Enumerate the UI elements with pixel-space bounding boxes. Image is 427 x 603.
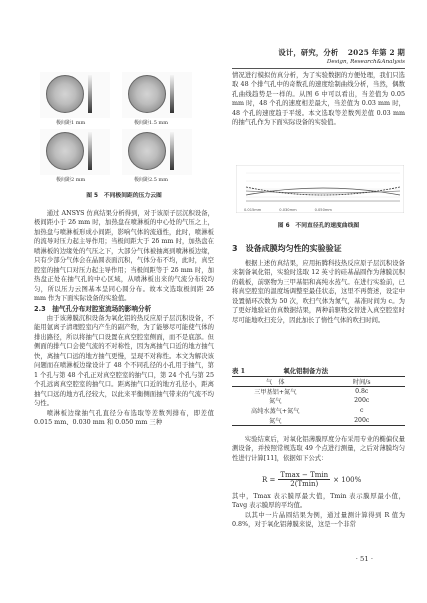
pressure-contour-image [46, 132, 84, 170]
pressure-panel-1 [40, 72, 110, 118]
paragraph: 情况进行模拟仿真分析，为了实验数据的方便处理，我们只选取 48 个排气孔中的奇数孔的速度绘制曲线分析，当然，偶数孔曲线趋势是一样的。从图 6 中可以看出，当差值为 0.05 mm 时，48 个孔的速度相差最大，当差值为 0.03 mm 时，48 个孔的速度趋于平缓。本文选取等差数列差值 0.03 mm 的抽气孔作为下面实际设备的实验值。 [232, 72, 405, 127]
header-issue: 2025 年第 2 期 [347, 48, 405, 57]
table-row [232, 396, 405, 406]
recipe-table [232, 376, 405, 426]
running-header [278, 48, 405, 65]
table-cell: 三甲基铝+氮气 [254, 388, 297, 396]
table-cell: 高纯水蒸气+氮气 [251, 408, 300, 416]
panel-label-3: 极间距2 mm [56, 177, 86, 183]
colorbar [170, 132, 174, 170]
colorbar [88, 75, 92, 113]
table-header-row [232, 377, 405, 387]
velocity-curve-chart [236, 165, 404, 213]
formula-numerator: Tmax − Tmin [280, 471, 329, 479]
pressure-contour-image [128, 132, 166, 170]
section-heading-3: 3 设备成膜均匀性的实验验证 [232, 244, 342, 253]
panel-label-1: 极间距1 mm [56, 120, 86, 126]
legend-item: 0.030mm [279, 208, 297, 212]
right-column-mid [232, 259, 405, 325]
paragraph: 其中，Tmax 表示膜厚最大值，Tmin 表示膜厚最小值，Tavg 表示膜厚的平均值。 [232, 493, 405, 510]
paragraph: 实验结束后，对氧化铝薄膜厚度分布采用专业的椭偏仪量测设备，并按照常规选取 49 个点进行测量，之后对薄膜均匀性进行计算[11]，依据如下公式： [232, 436, 405, 462]
pressure-panel-4 [122, 129, 192, 175]
panel-label-4: 极间距2.5 mm [134, 177, 169, 183]
paragraph: 通过 ANSYS 仿真结果分析得到，对于该原子层沉积设备，极间距小于 2δ mm 时，加热盘在喷淋板的中心处的气压之上，加热盘与喷淋板形成小间距，影响气体的流通性，此时，喷淋板的流导对压力起主导作用；当极间距大于 2δ mm 时，加热盘在喷淋板的边缘处的气压之下，大部分气体被抽离到喷淋板边缘，只有少部分气体会在晶圆表面沉积，气体分布不均，此时，真空腔室的抽气口对压力起主导作用；当极间距等于 2δ mm 时，加热盘正处在抽气孔的中心区域，从喷淋板出来的气流分布较均匀，所以压力云图基本呈同心圆分布。故本文选取极间距 2δ mm 作为下面实际设备的实验值。 [34, 210, 214, 303]
legend-item: 0.015mm [244, 208, 262, 212]
formula-lhs: R = [262, 475, 276, 484]
section-heading-2-3: 2.3 抽气孔分布对腔室流场的影响分析 [34, 304, 152, 313]
right-column-formula-intro [232, 435, 405, 463]
paragraph: 以其中一片晶圆结果为例，通过量测计算得到 R 值为 0.8%，对于氧化铝薄膜来说，这是一个非常 [232, 511, 405, 529]
right-column-top [232, 71, 405, 128]
table-title: 表 1 氧化铝制备方法 [232, 367, 329, 375]
pressure-panel-3 [40, 129, 110, 175]
table-header-cell: 时间/s [352, 378, 371, 386]
table-cell: c [360, 407, 364, 415]
colorbar [88, 132, 92, 170]
table-row [232, 415, 405, 425]
table-row [232, 406, 405, 416]
table-cell: 氮气 [269, 417, 282, 425]
table-cell: 200c [354, 416, 370, 424]
formula-denominator: 2(Tmin) [290, 480, 319, 488]
colorbar [170, 75, 174, 113]
left-column [34, 209, 214, 427]
panel-label-2: 极间距1.5 mm [134, 120, 169, 126]
chart-legend [244, 208, 332, 212]
paragraph: 喷淋板边缘抽气孔直径分布选取等差数列排布，即差值 0.015 mm、0.030 mm 和 0.050 mm 三种 [34, 409, 214, 426]
figure-6-caption: 图 6 不同直径孔的速度曲线图 [277, 223, 360, 229]
header-title: 设计，研究，分析 [278, 48, 339, 57]
table-cell: 200c [354, 397, 370, 405]
right-column-bottom [232, 492, 405, 530]
table-row [232, 387, 405, 397]
paragraph: 根据上述仿真结果，应用拓腾科技热反应原子层沉积设备来制备氧化铝，实验时选取 12 英寸的硅基晶圆作为薄膜沉积的载板，前驱物为三甲基铝和高纯水蒸气。在进行实验前，已将真空腔室的温度场调整至最佳状态，这里不再赘述，设定中设置循环次数为 50 次，吹扫气体为氮气，基准时间为 c。为了更好地验证仿真数据结果，两种前驱物交替进入真空腔室时尽可能地吹扫充分，因此加长了惰性气体的吹扫时间。 [232, 260, 405, 324]
figure-5-caption: 图 5 不同极间距的压力云图 [86, 193, 162, 199]
pressure-contour-image [128, 75, 166, 113]
legend-item: 0.050mm [314, 208, 332, 212]
page-number: · 51 · [355, 555, 373, 563]
pressure-contour-image [46, 75, 84, 113]
formula-fraction [278, 471, 330, 488]
table-cell: 0.8c [355, 387, 369, 395]
header-english: Design, Research&Analysis [326, 59, 405, 65]
table-header-cell: 气 体 [265, 378, 285, 386]
pressure-panel-2 [122, 72, 192, 118]
table-cell: 氮气 [269, 398, 282, 406]
header-rule [232, 68, 405, 69]
uniformity-formula [262, 471, 361, 488]
formula-rhs: × 100% [333, 475, 362, 484]
paragraph: 由于该薄膜沉积设备为氧化铝的热反应原子层沉积设备，不能用氩离子清理腔室内产生的副产物，为了能够尽可能使气体的排出路径，所以将抽气口设置在真空腔室侧面，而不是底部。但侧面的排气口会使气流的不对称性，因为离抽气口近的地方抽气快，离抽气口远的地方抽气更慢，呈现不对称性。本文为解决该问题而在喷淋板边缘设计了 48 个不同孔径的小孔用于抽气，第 1 个孔与第 48 个孔正对真空腔室的抽气口，第 24 个孔与第 25 个孔远离真空腔室的抽气口。距离抽气口近的地方孔径小，距离抽气口远的地方孔径较大，以此来平衡侧面抽气带来的气流不均匀性。 [34, 314, 214, 408]
